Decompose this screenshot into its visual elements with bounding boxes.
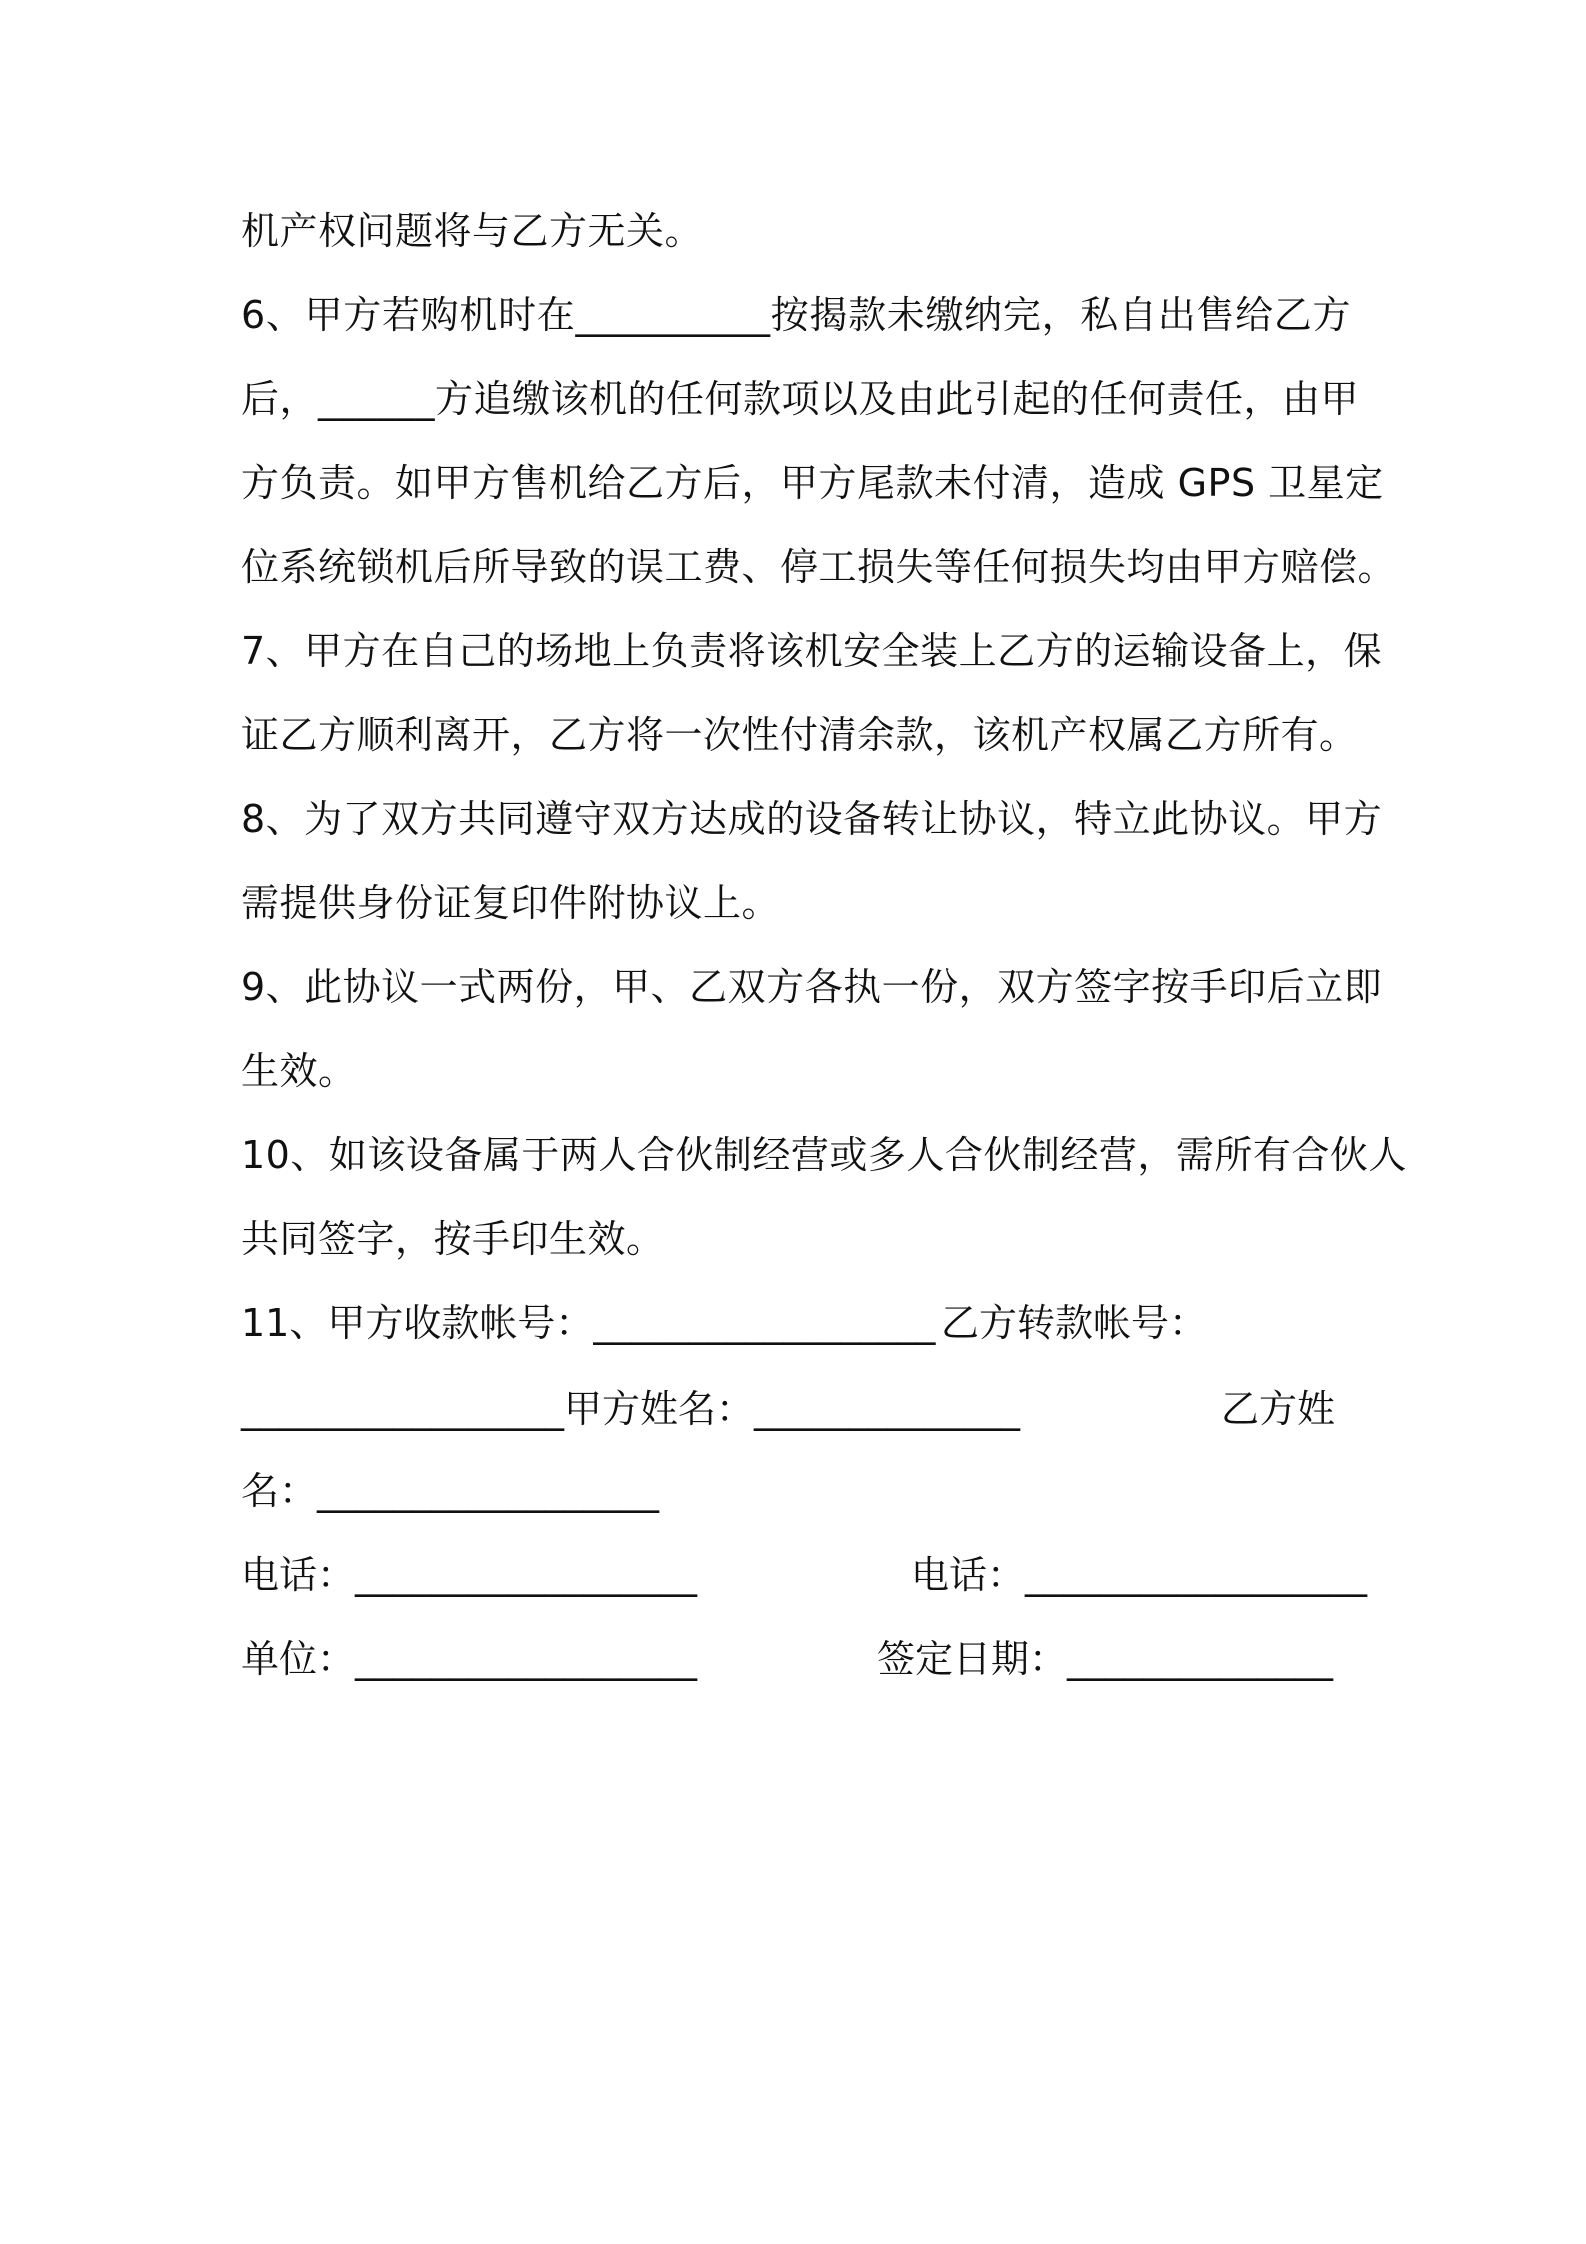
text-line: 9、此协议一式两份，甲、乙双方各执一份，双方签字按手印后立即	[241, 965, 1383, 1009]
party-a-phone-field: 电话：__________________	[241, 1553, 698, 1597]
party-b-name-field: 名：__________________	[241, 1469, 660, 1513]
text-line: 后，______方追缴该机的任何款项以及由此引起的任何责任，由甲	[241, 377, 1360, 421]
payer-account-label: 乙方转款帐号：	[941, 1301, 1208, 1345]
text-line: 机产权问题将与乙方无关。	[241, 209, 704, 253]
signing-date-field: 签定日期：______________	[877, 1637, 1334, 1681]
text-line: 8、为了双方共同遵守双方达成的设备转让协议，特立此协议。甲方	[241, 797, 1383, 841]
party-b-phone-field: 电话：__________________	[911, 1553, 1368, 1597]
text-line: 生效。	[241, 1049, 357, 1093]
text-line: 需提供身份证复印件附协议上。	[241, 881, 781, 925]
text-line: 位系统锁机后所导致的误工费、停工损失等任何损失均由甲方赔偿。	[241, 545, 1397, 589]
party-a-unit-field: 单位：__________________	[241, 1637, 698, 1681]
party-a-name-field: _________________甲方姓名：______________	[241, 1387, 1021, 1431]
text-line: 方负责。如甲方售机给乙方后，甲方尾款未付清，造成 GPS 卫星定	[241, 461, 1384, 505]
text-line: 共同签字，按手印生效。	[241, 1217, 665, 1261]
text-line: 7、甲方在自己的场地上负责将该机安全装上乙方的运输设备上，保	[241, 629, 1383, 673]
text-line: 6、甲方若购机时在__________按揭款未缴纳完，私自出售给乙方	[241, 293, 1351, 337]
payee-account-field: 11、甲方收款帐号：__________________	[241, 1301, 936, 1345]
party-b-name-label: 乙方姓	[1221, 1387, 1336, 1431]
text-line: 证乙方顺利离开，乙方将一次性付清余款，该机产权属乙方所有。	[241, 713, 1358, 757]
text-line: 10、如该设备属于两人合伙制经营或多人合伙制经营，需所有合伙人	[241, 1133, 1407, 1177]
